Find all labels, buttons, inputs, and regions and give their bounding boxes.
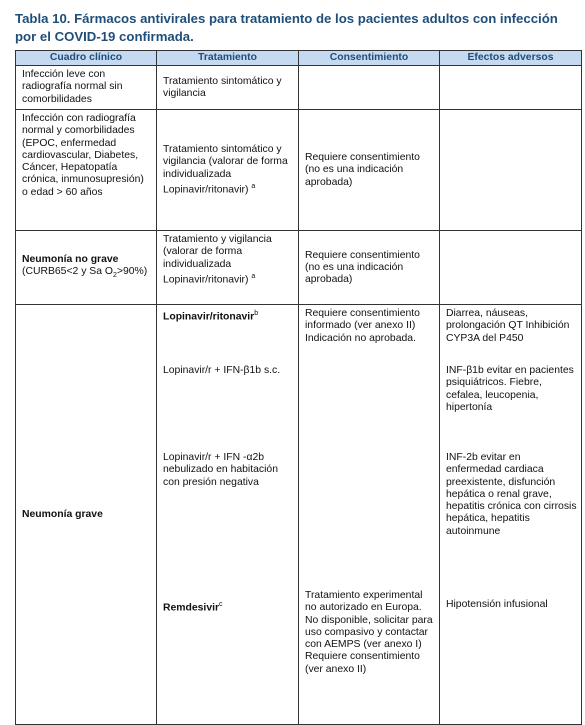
table-title: Tabla 10. Fármacos antivirales para tratamiento de los pacientes adultos con infección por el COVID-19 confirmada. xyxy=(15,11,558,44)
table-row xyxy=(16,305,582,725)
cell-tratamiento xyxy=(157,231,299,305)
header-row xyxy=(16,51,582,66)
cell-efectos xyxy=(440,66,582,110)
cell-cuadro: Infección leve con radiografía normal sin comorbilidades xyxy=(16,66,157,110)
table-row xyxy=(16,231,582,305)
efectos-lopinavir: Diarrea, náuseas, prolongación QT Inhibición CYP3A del P450 xyxy=(446,308,570,344)
cell-consentimiento: Requiere consentimiento (no es una indicación aprobada) xyxy=(299,231,440,305)
consentimiento-remdesivir-2: Requiere consentimiento (ver anexo II) xyxy=(305,651,420,675)
cell-cuadro: Neumonía grave xyxy=(16,305,157,725)
cell-cuadro: Infección con radiografía normal y comorbilidades (EPOC, enfermedad cardiovascular, Diabetes, Cáncer, Hepatopatía crónica, inmunosupresión) o edad > 60 años xyxy=(16,110,157,231)
antiviral-table xyxy=(15,50,582,725)
efectos-remdesivir: Hipotensión infusional xyxy=(446,599,548,610)
table-row xyxy=(16,110,582,231)
cell-consentimiento xyxy=(299,66,440,110)
cell-efectos xyxy=(440,110,582,231)
cell-tratamiento xyxy=(157,110,299,231)
header-consentimiento: Consentimiento xyxy=(299,51,440,66)
efectos-ifn-b1b: INF-β1b evitar en pacientes psiquiátricos. Fiebre, cefalea, leucopenia, hipertonía xyxy=(446,365,574,413)
tratamiento-lopinavir-ifn-a2b: Lopinavir/r + IFN -α2b nebulizado en habitación con presión negativa xyxy=(163,452,278,488)
cuadro-detail-end: >90%) xyxy=(116,265,148,277)
cell-consentimiento xyxy=(299,305,440,725)
cell-efectos xyxy=(440,231,582,305)
tratamiento-lopinavir-ifn-b1b: Lopinavir/r + IFN-β1b s.c. xyxy=(163,365,281,376)
cell-cuadro xyxy=(16,231,157,305)
footnote-marker: a xyxy=(251,183,256,191)
cuadro-bold-label: Neumonía no grave xyxy=(22,253,119,265)
cell-efectos xyxy=(440,305,582,725)
tratamiento-remdesivir: Remdesivir$^c$ xyxy=(163,601,223,614)
table-row xyxy=(16,66,582,110)
subscript: 2 xyxy=(112,272,117,280)
tratamiento-text: Tratamiento y vigilancia (valorar de forma individualizada Lopinavir/ritonavir) xyxy=(163,234,272,286)
cell-tratamiento: Tratamiento sintomático y vigilancia xyxy=(157,66,299,110)
efectos-ifn-a2b: INF-2b evitar en enfermedad cardiaca preexistente, disfunción hepática o renal grave, hepatitis crónica con cirrosis hepática, hepatitis autoinmune xyxy=(446,452,577,537)
cell-tratamiento xyxy=(157,305,299,725)
consentimiento-lopinavir: Requiere consentimiento informado (ver anexo II) Indicación no aprobada. xyxy=(305,308,420,344)
header-tratamiento: Tratamiento xyxy=(157,51,299,66)
tratamiento-lopinavir: Lopinavir/ritonavir$^b$ xyxy=(163,310,259,323)
consentimiento-remdesivir: Tratamiento experimental no autorizado en Europa. No disponible, solicitar para uso compasivo y contactar con AEMPS (ver anexo I) xyxy=(305,590,433,651)
tratamiento-text: Tratamiento sintomático y vigilancia (valorar de forma individualizada Lopinavir/ritonavir) xyxy=(163,144,288,196)
footnote-marker: a xyxy=(251,272,256,280)
cuadro-detail: (CURB65<2 y Sa O xyxy=(22,265,113,277)
header-efectos-adversos: Efectos adversos xyxy=(440,51,582,66)
cell-consentimiento: Requiere consentimiento (no es una indicación aprobada) xyxy=(299,110,440,231)
header-cuadro-clinico: Cuadro clínico xyxy=(16,51,157,66)
